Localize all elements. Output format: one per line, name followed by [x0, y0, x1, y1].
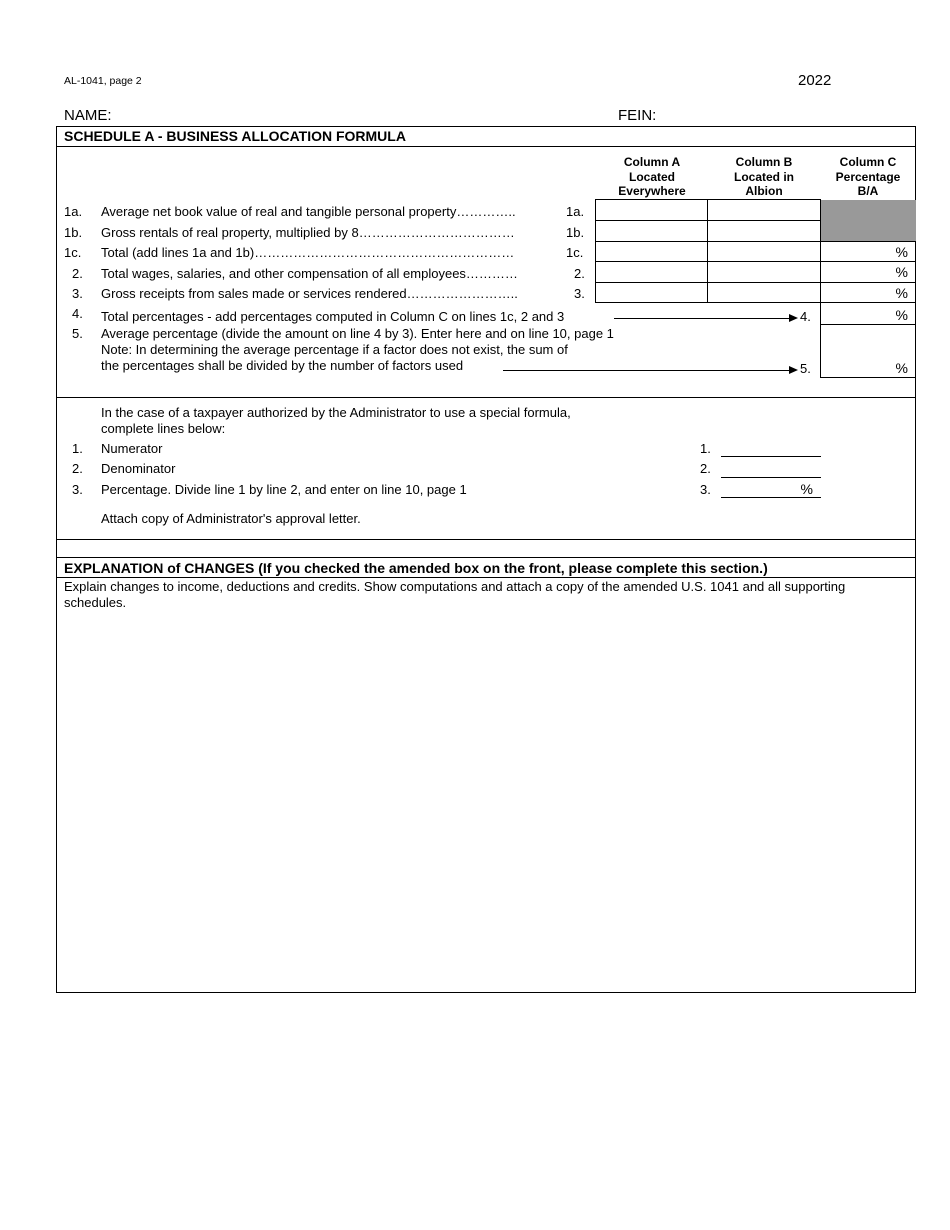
line-2-column-b-input[interactable]: [709, 263, 819, 281]
fein-label: FEIN:: [618, 107, 657, 124]
line-3-ref: 3.: [574, 286, 585, 301]
numerator-number: 1.: [72, 441, 83, 456]
line-5-note-cont: the percentages shall be divided by the number of factors used: [101, 358, 464, 373]
denominator-input[interactable]: [721, 477, 821, 478]
column-a-header: Column A Located Everywhere: [618, 155, 686, 198]
line-2-ref: 2.: [574, 266, 585, 281]
line-4-arrow: [614, 318, 790, 319]
special-formula-intro-cont: complete lines below:: [101, 421, 226, 436]
line-3-column-b-input[interactable]: [709, 284, 819, 302]
percentage-input[interactable]: %: [800, 481, 813, 497]
line-1a-number: 1a.: [64, 204, 83, 219]
line-2-label: Total wages, salaries, and other compensation of all employees…………: [101, 266, 518, 281]
tax-year: 2022: [798, 72, 832, 89]
numerator-label: Numerator: [101, 441, 163, 456]
percentage-ref: 3.: [700, 482, 711, 497]
line-1b-column-a-input[interactable]: [597, 222, 706, 240]
line-1c-ref: 1c.: [566, 245, 584, 260]
denominator-number: 2.: [72, 461, 83, 476]
line-1c-column-b-input[interactable]: [709, 243, 819, 260]
line-3-number: 3.: [72, 286, 83, 301]
line-1a-ref: 1a.: [566, 204, 585, 219]
name-label: NAME:: [64, 107, 112, 124]
percentage-label: Percentage. Divide line 1 by line 2, and enter on line 10, page 1: [101, 482, 467, 497]
attach-note: Attach copy of Administrator's approval letter.: [101, 511, 361, 526]
denominator-ref: 2.: [700, 461, 711, 476]
line-5-label: Average percentage (divide the amount on line 4 by 3). Enter here and on line 10, page 1: [101, 326, 614, 341]
line-4-number: 4.: [72, 306, 83, 321]
form-id: AL-1041, page 2: [64, 75, 142, 87]
line-1c-number: 1c.: [64, 245, 82, 260]
numerator-ref: 1.: [700, 441, 711, 456]
line-3-label: Gross receipts from sales made or services rendered……………………..: [101, 286, 518, 301]
line-4-label: Total percentages - add percentages computed in Column C on lines 1c, 2 and 3: [101, 309, 565, 324]
explanation-title: EXPLANATION of CHANGES (If you checked the amended box on the front, please complete this section.): [64, 560, 768, 576]
numerator-input[interactable]: [721, 456, 821, 457]
line-2-column-a-input[interactable]: [597, 263, 706, 281]
line-5-ref: 5.: [800, 361, 811, 376]
line-2-percent[interactable]: %: [895, 264, 908, 280]
line-4-percent[interactable]: %: [895, 307, 908, 323]
line-5-percent[interactable]: %: [895, 360, 908, 376]
explanation-textarea[interactable]: [58, 614, 914, 990]
line-1c-percent[interactable]: %: [895, 244, 908, 260]
divider: [56, 397, 916, 398]
shaded-cells: [821, 200, 916, 241]
divider: [56, 557, 916, 558]
line-1a-label: Average net book value of real and tangible personal property…………..: [101, 204, 516, 219]
denominator-label: Denominator: [101, 461, 176, 476]
line-3-percent[interactable]: %: [895, 285, 908, 301]
line-3-column-a-input[interactable]: [597, 284, 706, 302]
column-c-header: Column C Percentage B/A: [835, 155, 901, 198]
line-1b-ref: 1b.: [566, 225, 585, 240]
percentage-number: 3.: [72, 482, 83, 497]
line-4-ref: 4.: [800, 309, 811, 324]
line-5-number: 5.: [72, 326, 83, 341]
line-5-arrow: [503, 370, 790, 371]
explanation-instructions: Explain changes to income, deductions and credits. Show computations and attach a copy of the amended U.S. 1041 and all supporting: [64, 579, 846, 594]
arrow-right-icon: [789, 366, 798, 374]
divider: [56, 539, 916, 540]
line-1a-column-a-input[interactable]: [597, 201, 706, 219]
schedule-a-title: SCHEDULE A - BUSINESS ALLOCATION FORMULA: [64, 128, 406, 144]
line-1b-number: 1b.: [64, 225, 83, 240]
divider: [56, 577, 916, 578]
line-1b-column-b-input[interactable]: [709, 222, 819, 240]
divider: [56, 146, 916, 147]
arrow-right-icon: [789, 314, 798, 322]
line-1c-label: Total (add lines 1a and 1b)……………………………………………………: [101, 245, 515, 260]
line-5-note: Note: In determining the average percentage if a factor does not exist, the sum of: [101, 342, 568, 357]
line-2-number: 2.: [72, 266, 83, 281]
line-1b-label: Gross rentals of real property, multiplied by 8………………………………: [101, 225, 515, 240]
column-b-header: Column B Located in Albion: [733, 155, 794, 198]
line-1c-column-a-input[interactable]: [597, 243, 706, 260]
line-1a-column-b-input[interactable]: [709, 201, 819, 219]
explanation-instructions-cont: schedules.: [64, 595, 127, 610]
special-formula-intro: In the case of a taxpayer authorized by the Administrator to use a special formula,: [101, 405, 571, 420]
